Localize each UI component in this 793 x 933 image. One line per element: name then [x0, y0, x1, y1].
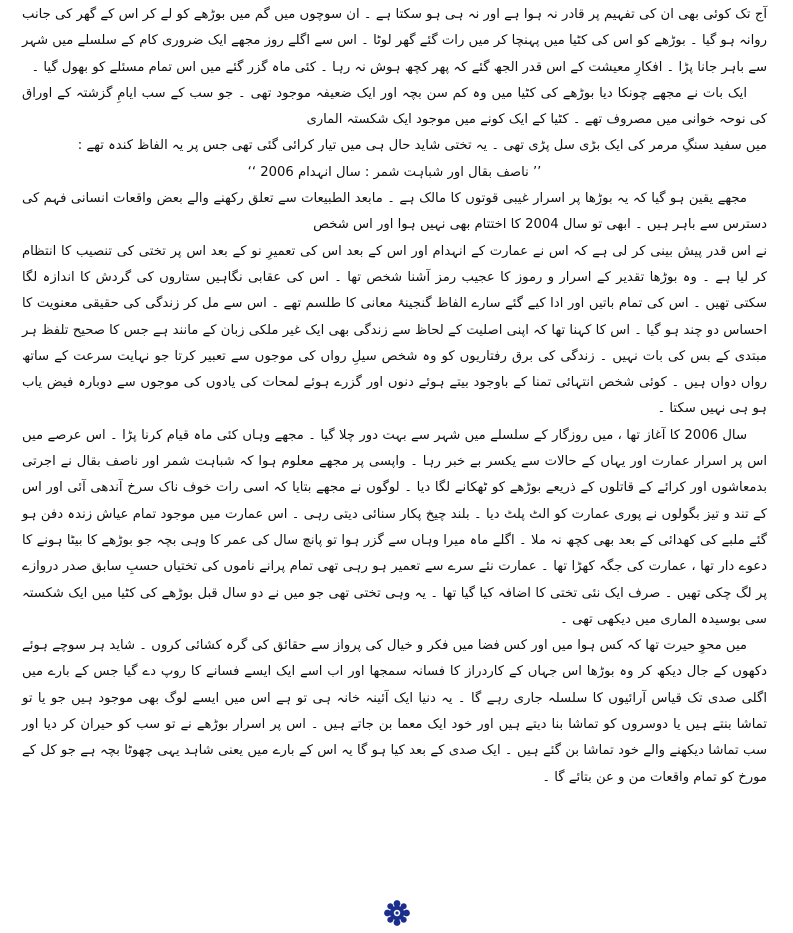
paragraph-6: سال 2006 کا آغاز تھا ، میں روزگار کے سلسلے میں شہر سے بہت دور چلا گیا ۔ مجھے وہاں کئی ماہ قیام کرنا پڑا ۔ اس عرصے میں اس پر اسرار عمارت اور یہاں کے حالات سے یکسر بے خبر رہا ۔ واپسی پر مجھے معلوم ہوا کہ شباہت شمر اور ناصف بقال نے اجرتی بدمعاشوں اور کرائے کے قاتلوں کے ذریعے بوڑھے کو ٹھکانے لگا دیا ۔ لوگوں نے مجھے بتایا کہ اسی رات خوف ناک سرخ آندھی آئی اور اس کے تند و تیز بگولوں نے پوری عمارت کو الٹ پلٹ دیا ۔ بلند چیخ پکار سنائی دیتی رہی ۔ اس عمارت میں موجود تمام عیاش زندہ دفن ہو گئے ملبے کی کھدائی کے بعد بھی کچھ نہ ملا ۔ اگلے ماہ میرا وہاں سے گزر ہوا تو پانچ سال کی عمر کا وہی بچہ جو بوڑھے کا بیٹا ہونے کا دعوے دار تھا ، عمارت کی جگہ کھڑا تھا ۔ عمارت نئے سرے سے تعمیر ہو رہی تھی تمام پرانے ناموں کی تختیاں حسبِ سابق صدر دروازے پر لگ چکی تھیں ۔ صرف ایک نئی تختی کا اضافہ کیا گیا تھا ۔ یہ وہی تختی تھی جو میں نے دو سال قبل بوڑھے کی کٹیا میں ایک شکستہ سی بوسیدہ الماری میں دیکھی تھی ۔ — [22, 427, 767, 627]
paragraph-5: نے اس قدر پیش بینی کر لی ہے کہ اس نے عمارت کے انہدام اور اس کے بعد اس کی تعمیرِ نو کے بعد اس پر تختی کی تنصیب کا انتظام کر لیا ہے ۔ وہ بوڑھا تقدیر کے اسرار و رموز کا عجیب رمز آشنا شخص تھا ۔ اس کی عقابی نگاہیں ستاروں کی گردش کا اندازہ لگا سکتی تھیں ۔ اس کی تمام باتیں اور ادا کیے گئے سارے الفاظ گنجینۂ معانی کا طلسم تھے ۔ اس سے مل کر زندگی کی حقیقی معنویت کا احساس دو چند ہو گیا ۔ اس کا کہنا تھا کہ اپنی اصلیت کے لحاظ سے زندگی بھی ایک غیر ملکی زبان کے مانند ہے جس کا صحیح تلفظ ہر مبتدی کے بس کی بات نہیں ۔ زندگی کی برق رفتاریوں کو وہ شخص سیلِ رواں کی موجوں سے تعبیر کرتا جو نہایت سرعت کے ساتھ رواں دواں ہیں ۔ کوئی شخص انتہائی تمنا کے باوجود بیتے ہوئے دنوں اور گزرے ہوئے لمحات کی یادوں کی موجوں سے دوبارہ فیض یاب ہو ہی نہیں سکتا ۔ — [22, 243, 767, 417]
paragraph-3: میں سفید سنگِ مرمر کی ایک بڑی سل پڑی تھی ۔ یہ تختی شاید حال ہی میں تیار کرائی گئی تھی جس پر یہ الفاظ کندہ تھے : — [77, 138, 767, 154]
paragraph-1: آج تک کوئی بھی ان کی تفہیم پر قادر نہ ہوا ہے اور نہ ہی ہو سکتا ہے ۔ ان سوچوں میں گم میں بوڑھے کو لے کر اس کے گھر کی جانب روانہ ہو گیا ۔ بوڑھے کو اس کی کٹیا میں پہنچا کر میں رات گئے گھر لوٹا ۔ اس سے اگلے روز مجھے ایک ضروری کام کے سلسلے میں شہر سے باہر جانا پڑا ۔ افکارِ معیشت کے اس قدر الجھ گئے کہ پھر کچھ ہوش نہ رہا ۔ کئی ماہ گزر گئے میں اس تمام مسئلے کو بھول گیا ۔ — [22, 7, 767, 75]
floral-ornament-icon — [383, 899, 411, 927]
paragraph-4: مجھے یقین ہو گیا کہ یہ بوڑھا پر اسرار غیبی قوتوں کا مالک ہے ۔ مابعد الطبیعات سے تعلق رکھنے والے بعض واقعات انسانی فہم کی دسترس سے باہر ہیں ۔ ابھی تو سال 2004 کا اختتام بھی نہیں ہوا اور اس شخص — [22, 191, 767, 233]
plaque-inscription: ’’ ناصف بقال اور شباہت شمر : سال انہدام 2006 ‘‘ — [247, 164, 542, 180]
paragraph-7: میں محوِ حیرت تھا کہ کس ہوا میں اور کس فضا میں فکر و خیال کی پرواز سے حقائق کی گرہ کشائی کروں ۔ شاید ہر سوچے ہوئے دکھوں کے جال دیکھ کر وہ بوڑھا اس جہاں کے کاردراز کا فسانہ سمجھا اور اب اسے ایک ایسے فسانے کا روپ دے گیا جس کے بارے میں اگلی صدی تک قیاس آرائیوں کا سلسلہ جاری رہے گا ۔ یہ دنیا ایک آئینہ خانہ ہی تو ہے اس میں ایسے لوگ بھی موجود ہیں جو یا تو تماشا بنتے ہیں یا دوسروں کو تماشا بنا دیتے ہیں اور خود ایک معما بن جاتے ہیں ۔ اس پر اسرار بوڑھے نے تو سب کو حیران کر دیا اور سب تماشا دیکھنے والے خود تماشا بن گئے ہیں ۔ ایک صدی کے بعد کیا ہو گا یہ اس کے بارے میں یعنی شاہد یہی چھوٹا بچہ ہے جو کل کے مورخ کو تمام واقعات من و عن بتائے گا ۔ — [22, 638, 768, 785]
article-body — [22, 2, 767, 791]
paragraph-2: ایک بات نے مجھے چونکا دیا بوڑھے کی کٹیا میں وہ کم سن بچہ اور ایک ضعیفہ موجود تھی ۔ جو سب کے سب ایامِ گزشتہ کے اوراق کی نوحہ خوانی میں مصروف تھے ۔ کٹیا کے ایک کونے میں موجود ایک شکستہ الماری — [22, 85, 767, 128]
